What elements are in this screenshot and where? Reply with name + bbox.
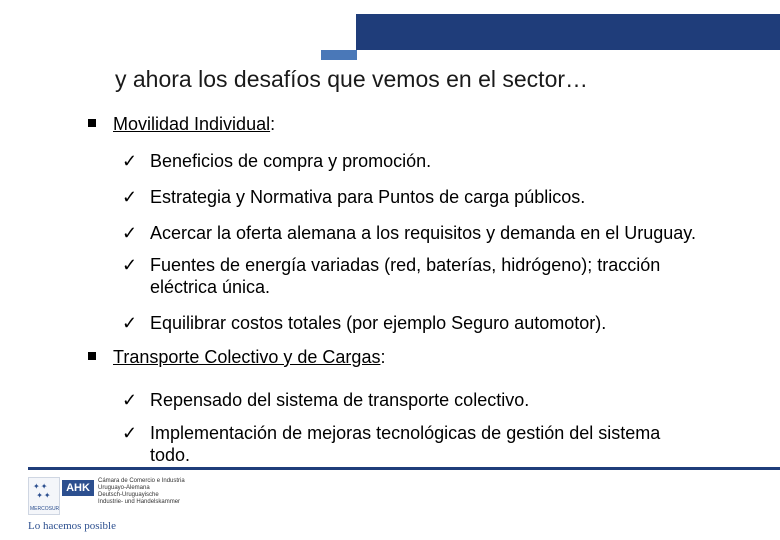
stars-icon: ✦✦ ✦✦ [33, 482, 52, 500]
list-item: ✓ Repensado del sistema de transporte colectivo. [122, 390, 530, 410]
slide-title: y ahora los desafíos que vemos en el sector… [115, 66, 589, 92]
list-item: ✓ Implementación de mejoras tecnológicas de gestión del sistema todo. [122, 423, 661, 465]
checkmark-icon: ✓ [122, 255, 138, 275]
list-item: ✓ Equilibrar costos totales (por ejemplo Seguro automotor). [122, 313, 607, 333]
list-item: ✓ Fuentes de energía variadas (red, baterías, hidrógeno); tracción eléctrica única. [122, 255, 661, 297]
ahk-badge: AHK [62, 480, 94, 496]
checkmark-icon: ✓ [122, 151, 138, 171]
checkmark-icon: ✓ [122, 313, 138, 333]
footer-divider [28, 467, 780, 470]
list-item: ✓ Acercar la oferta alemana a los requisitos y demanda en el Uruguay. [122, 223, 696, 243]
section-heading: Movilidad Individual: [88, 114, 275, 135]
checkmark-icon: ✓ [122, 423, 138, 443]
section-heading: Transporte Colectivo y de Cargas: [88, 347, 385, 368]
checkmark-icon: ✓ [122, 223, 138, 243]
list-item: ✓ Beneficios de compra y promoción. [122, 151, 432, 171]
footer-tagline: Lo hacemos posible [28, 520, 116, 532]
square-bullet-icon [88, 119, 96, 127]
section-label: Movilidad Individual [113, 114, 271, 134]
list-item: ✓ Estrategia y Normativa para Puntos de carga públicos. [122, 187, 586, 207]
ahk-logo [28, 477, 208, 517]
square-bullet-icon [88, 352, 96, 360]
mercosur-logo: ✦✦ ✦✦ MERCOSUR [28, 477, 60, 515]
checkmark-icon: ✓ [122, 187, 138, 207]
ahk-chamber-name: Cámara de Comercio e Industria Uruguayo-Alemana Deutsch-Uruguayische Industrie- und Handelskammer [98, 478, 185, 505]
header-accent-block [321, 50, 357, 60]
section-label: Transporte Colectivo y de Cargas [113, 347, 381, 367]
checkmark-icon: ✓ [122, 390, 138, 410]
header-accent-bar [356, 14, 780, 50]
